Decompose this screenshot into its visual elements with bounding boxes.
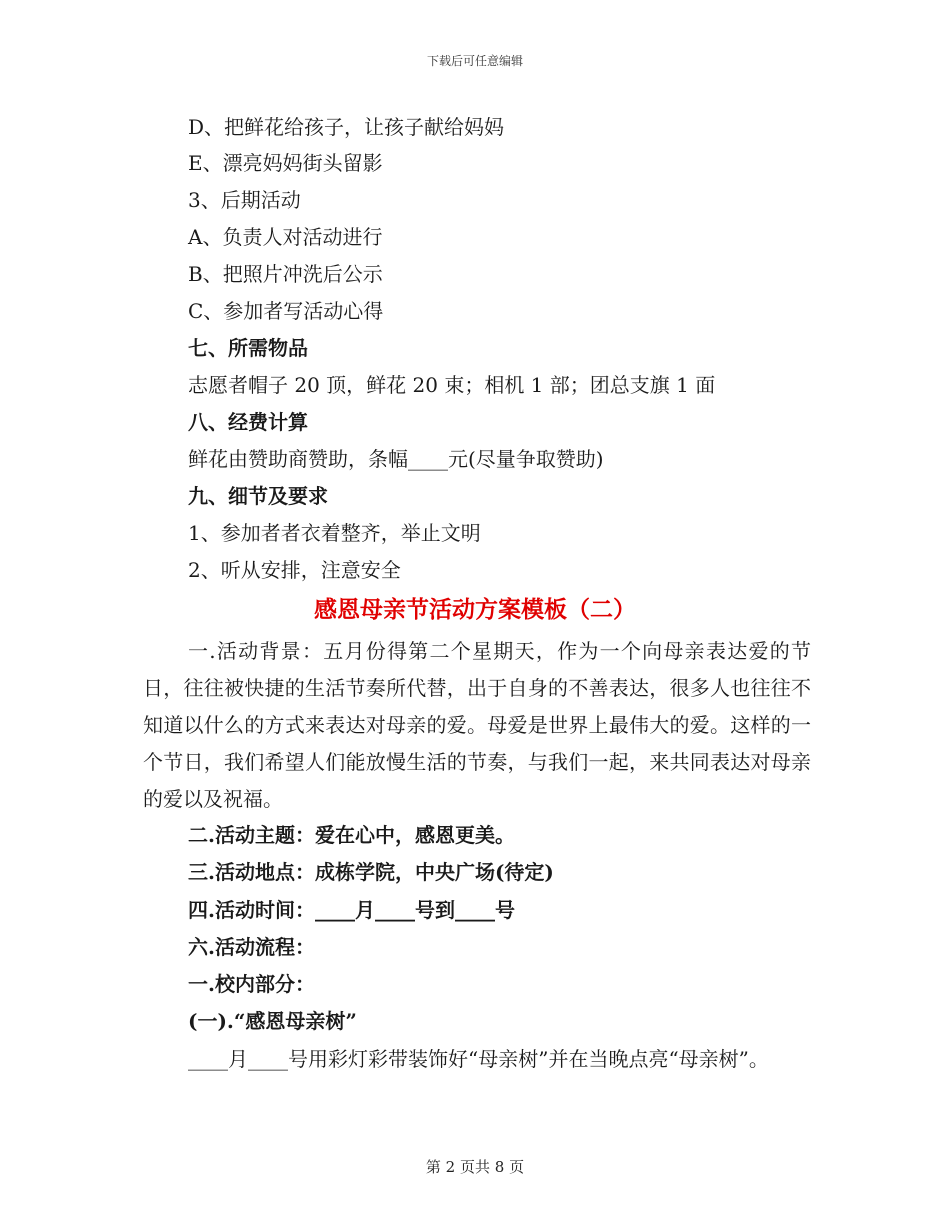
campus-section: 一.校内部分： bbox=[188, 972, 315, 996]
background-paragraph: 一.活动背景：五月份得第二个星期天，作为一个向母亲表达爱的节日，往往被快捷的生活节奏所代替，出于自身的不善表达，很多人也往往不知道以什么的方式来表达对母亲的爱。母爱是世界上最伟大的爱。这样的一个节日，我们希望人们能放慢生活的节奏，与我们一起，来共同表达对母亲的爱以及祝福。 bbox=[143, 639, 811, 811]
heading-budget: 八、经费计算 bbox=[188, 410, 308, 434]
heading-details: 九、细节及要求 bbox=[188, 484, 328, 508]
requirement-2: 2、听从安排，注意安全 bbox=[188, 558, 401, 582]
list-item-b: B、把照片冲洗后公示 bbox=[188, 262, 383, 286]
heading-required-items: 七、所需物品 bbox=[188, 336, 308, 360]
list-item-e: E、漂亮妈妈街头留影 bbox=[188, 151, 383, 175]
page-footer: 第 2 页共 8 页 bbox=[425, 1158, 525, 1176]
header-note: 下载后可任意编辑 bbox=[426, 54, 523, 68]
mother-tree-paragraph: ____月____号用彩灯彩带装饰好“母亲树”并在当晚点亮“母亲树”。 bbox=[188, 1047, 769, 1071]
list-item-c: C、参加者写活动心得 bbox=[188, 299, 384, 323]
document-title: 感恩母亲节活动方案模板（二） bbox=[314, 596, 636, 623]
activity-location: 三.活动地点：成栋学院，中央广场(待定) bbox=[188, 860, 554, 884]
heading-late-activities: 3、后期活动 bbox=[188, 188, 301, 212]
requirement-1: 1、参加者者衣着整齐，举止文明 bbox=[188, 521, 481, 545]
list-item-d: D、把鲜花给孩子，让孩子献给妈妈 bbox=[188, 115, 505, 139]
activity-process: 六.活动流程： bbox=[188, 935, 315, 959]
activity-time: 四.活动时间：____月____号到____号 bbox=[188, 898, 515, 922]
list-item-a: A、负责人对活动进行 bbox=[188, 225, 383, 249]
activity-theme: 二.活动主题：爱在心中，感恩更美。 bbox=[188, 823, 515, 847]
required-items-text: 志愿者帽子 20 顶，鲜花 20 束；相机 1 部；团总支旗 1 面 bbox=[188, 373, 716, 397]
subsection-mother-tree: (一).“感恩母亲树” bbox=[188, 1009, 357, 1033]
budget-text: 鲜花由赞助商赞助，条幅____元(尽量争取赞助) bbox=[188, 447, 604, 471]
